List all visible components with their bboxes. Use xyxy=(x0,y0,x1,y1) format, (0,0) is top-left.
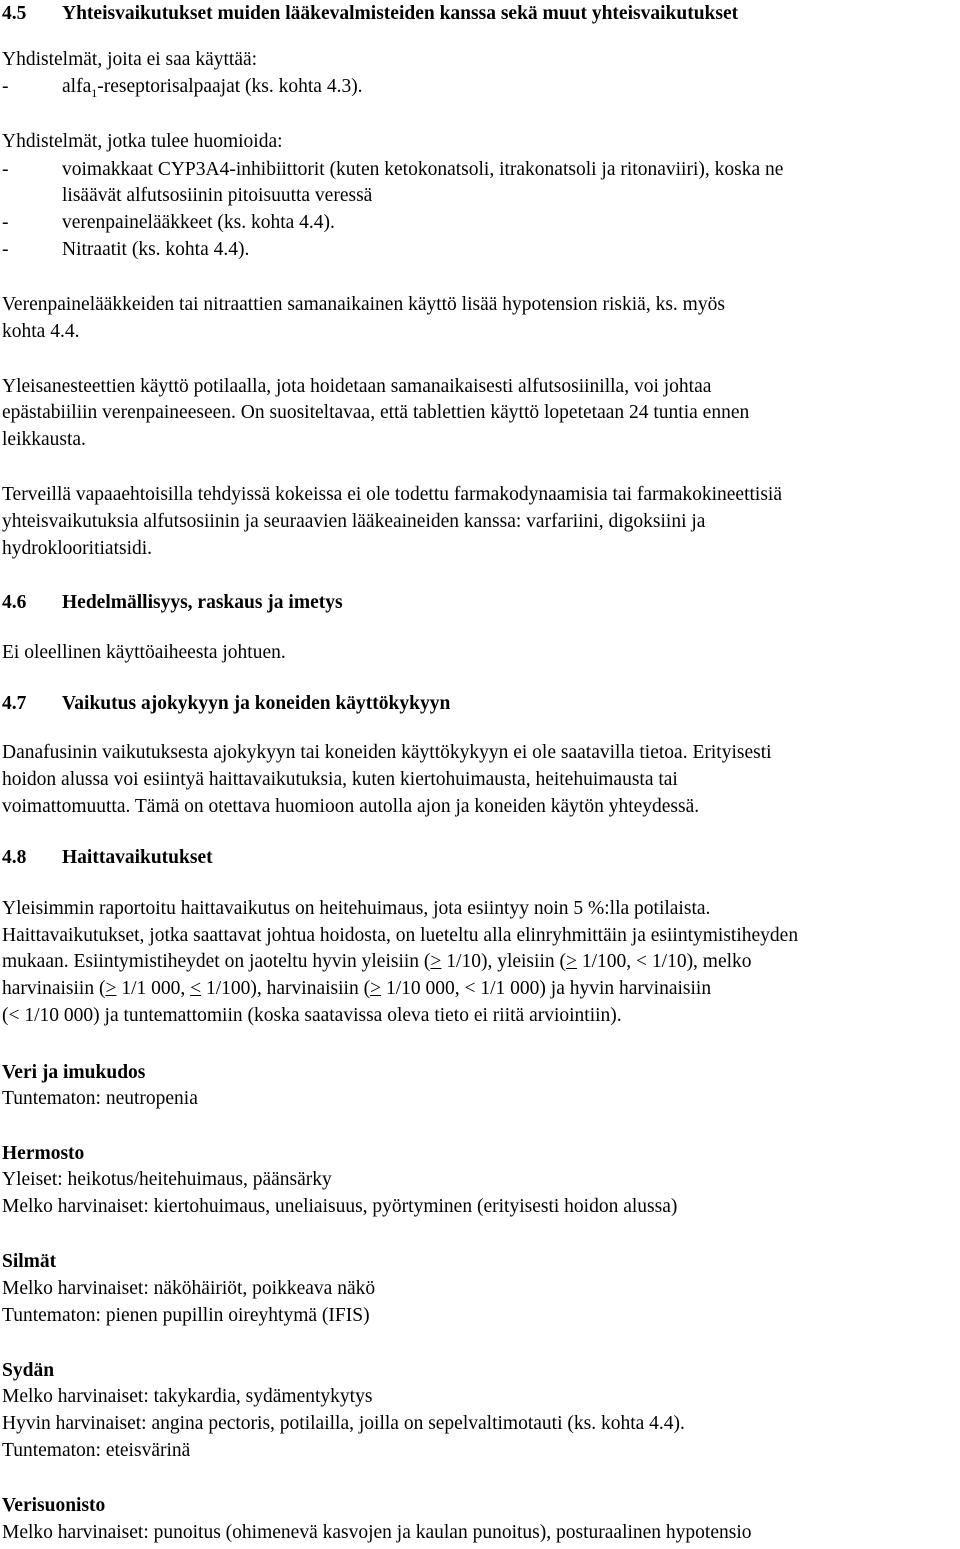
paragraph-line: harvinaisiin (> 1/1 000, < 1/100), harvinaisiin (> 1/10 000, < 1/1 000) ja hyvin harvinaisiin xyxy=(2,978,712,999)
paragraph-line: Verenpainelääkkeiden tai nitraattien samanaikainen käyttö lisää hypotension riskiä, ks. myös xyxy=(2,294,725,315)
caution-item-2: - verenpainelääkkeet (ks. kohta 4.4). xyxy=(2,212,335,233)
section-title: Yhteisvaikutukset muiden lääkevalmisteiden kanssa sekä muut yhteisvaikutukset xyxy=(62,3,739,24)
section-title: Vaikutus ajokykyyn ja koneiden käyttökykyyn xyxy=(62,693,451,714)
dash: - xyxy=(2,239,9,260)
paragraph-line: Haittavaikutukset, jotka saattavat johtua hoidosta, on lueteltu alla elinryhmittäin ja esiintymistiheyden xyxy=(2,925,799,946)
paragraph-line: Ei oleellinen käyttöaiheesta johtuen. xyxy=(2,642,286,663)
paragraph-line: Terveillä vapaaehtoisilla tehdyissä kokeissa ei ole todettu farmakodynaamisia tai farmakokineettisiä xyxy=(2,484,782,505)
group-line: Tuntematon: neutropenia xyxy=(2,1088,198,1109)
section-4-7-heading xyxy=(2,692,450,716)
paragraph-line: Yleisanesteettien käyttö potilaalla, jota hoidetaan samanaikaisesti alfutsosiinilla, voi johtaa xyxy=(2,376,712,397)
section-4-5-heading xyxy=(2,2,738,26)
group-title: Verisuonisto xyxy=(2,1495,106,1516)
group-title: Sydän xyxy=(2,1360,55,1381)
paragraph-line: Danafusinin vaikutuksesta ajokykyyn tai koneiden käyttökykyyn ei ole saatavilla tietoa. Erityisesti xyxy=(2,742,772,763)
caution-item-1-cont: lisäävät alfutsosiinin pitoisuutta veressä xyxy=(62,185,373,206)
dash: - xyxy=(2,159,9,180)
contraindicated-combinations-intro: Yhdistelmät, joita ei saa käyttää: xyxy=(2,49,258,70)
group-title: Veri ja imukudos xyxy=(2,1062,146,1083)
section-title: Hedelmällisyys, raskaus ja imetys xyxy=(62,592,343,613)
caution-item-1: - voimakkaat CYP3A4-inhibiittorit (kuten ketokonatsoli, itrakonatsoli ja ritonaviiri), koska ne xyxy=(2,159,784,180)
section-number: 4.8 xyxy=(2,847,27,868)
paragraph-line: mukaan. Esiintymistiheydet on jaoteltu hyvin yleisiin (> 1/10), yleisiin (> 1/100, < 1/10), melko xyxy=(2,951,752,972)
paragraph-line: kohta 4.4. xyxy=(2,321,80,342)
group-line: Melko harvinaiset: takykardia, sydämentykytys xyxy=(2,1386,373,1407)
group-line: Tuntematon: pienen pupillin oireyhtymä (IFIS) xyxy=(2,1305,370,1326)
section-title: Haittavaikutukset xyxy=(62,847,213,868)
group-line: Hyvin harvinaiset: angina pectoris, potilailla, joilla on sepelvaltimotauti (ks. kohta 4.4). xyxy=(2,1413,685,1434)
group-line: Yleiset: heikotus/heitehuimaus, päänsärky xyxy=(2,1169,332,1190)
paragraph-line: Yleisimmin raportoitu haittavaikutus on heitehuimaus, jota esiintyy noin 5 %:lla potilaista. xyxy=(2,898,711,919)
group-title: Silmät xyxy=(2,1251,57,1272)
group-line: Melko harvinaiset: punoitus (ohimenevä kasvojen ja kaulan punoitus), posturaalinen hypotensio xyxy=(2,1522,752,1543)
paragraph-line: (< 1/10 000) ja tuntemattomiin (koska saatavissa oleva tieto ei riitä arviointiin). xyxy=(2,1005,622,1026)
group-line: Tuntematon: eteisvärinä xyxy=(2,1440,191,1461)
paragraph-line: hoidon alussa voi esiintyä haittavaikutuksia, kuten kiertohuimausta, heitehuimausta tai xyxy=(2,769,678,790)
contraindicated-item: - alfa$_1$-reseptorisalpaajat (ks. kohta 4.3). xyxy=(2,76,363,100)
dash: - xyxy=(2,76,9,97)
caution-combinations-intro: Yhdistelmät, jotka tulee huomioida: xyxy=(2,131,283,152)
caution-item-3: - Nitraatit (ks. kohta 4.4). xyxy=(2,239,250,260)
section-number: 4.5 xyxy=(2,3,27,24)
paragraph-line: leikkausta. xyxy=(2,429,86,450)
section-4-6-heading xyxy=(2,591,343,615)
section-number: 4.6 xyxy=(2,592,27,613)
paragraph-line: hydroklooritiatsidi. xyxy=(2,538,153,559)
dash: - xyxy=(2,212,9,233)
group-line: Melko harvinaiset: kiertohuimaus, uneliaisuus, pyörtyminen (erityisesti hoidon alussa) xyxy=(2,1196,678,1217)
paragraph-line: yhteisvaikutuksia alfutsosiinin ja seuraavien lääkeaineiden kanssa: varfariini, digoksiini ja xyxy=(2,511,706,532)
section-4-8-heading xyxy=(2,846,213,870)
paragraph-line: voimattomuutta. Tämä on otettava huomioon autolla ajon ja koneiden käytön yhteydessä. xyxy=(2,796,700,817)
group-line: Melko harvinaiset: näköhäiriöt, poikkeava näkö xyxy=(2,1278,376,1299)
paragraph-line: epästabiiliin verenpaineeseen. On suositeltavaa, että tablettien käyttö lopetetaan 24 tuntia ennen xyxy=(2,402,750,423)
section-number: 4.7 xyxy=(2,693,27,714)
group-title: Hermosto xyxy=(2,1143,85,1164)
